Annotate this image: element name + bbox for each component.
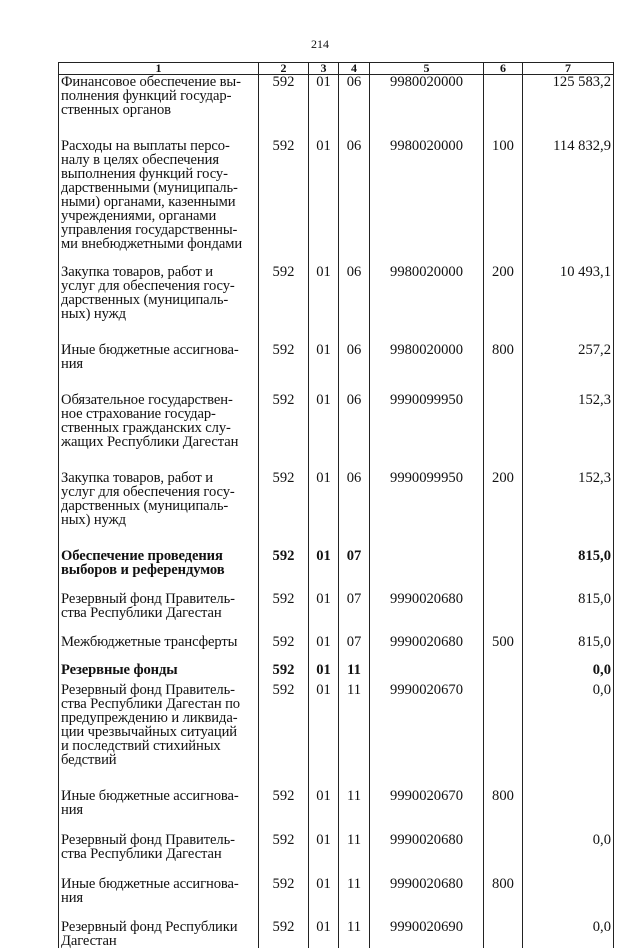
spacer-cell (484, 905, 523, 920)
cell-amount: 0,0 (523, 833, 614, 861)
cell-code: 592 (259, 663, 309, 677)
table-row (59, 877, 614, 905)
spacer-cell (59, 767, 259, 789)
spacer-cell (259, 371, 309, 393)
budget-table (58, 62, 614, 948)
row-spacer (59, 861, 614, 877)
spacer-cell (259, 620, 309, 635)
cell-section: 01 (309, 663, 339, 677)
spacer-cell (370, 767, 484, 789)
cell-code: 592 (259, 833, 309, 861)
cell-article: 9990020680 (370, 833, 484, 861)
spacer-cell (259, 649, 309, 663)
spacer-cell (339, 449, 370, 471)
spacer-cell (484, 117, 523, 139)
cell-amount: 815,0 (523, 549, 614, 577)
spacer-cell (259, 527, 309, 549)
spacer-cell (259, 861, 309, 877)
cell-article: 9990099950 (370, 393, 484, 449)
spacer-cell (339, 117, 370, 139)
spacer-cell (370, 371, 484, 393)
cell-section: 01 (309, 635, 339, 649)
spacer-cell (484, 577, 523, 592)
spacer-cell (370, 117, 484, 139)
cell-article: 9990020670 (370, 789, 484, 817)
row-spacer (59, 577, 614, 592)
cell-name: Резервный фонд Правитель- ства Республики Дагестан (59, 833, 259, 861)
cell-name: Обязательное государствен- ное страхование государ- ственных гражданских слу- жащих Республики Дагестан (59, 393, 259, 449)
cell-code: 592 (259, 789, 309, 817)
cell-name: Закупка товаров, работ и услуг для обеспечения госу- дарственных (муниципаль- ных) нужд (59, 265, 259, 321)
cell-expense-type (484, 683, 523, 767)
table-row (59, 663, 614, 677)
spacer-cell (370, 251, 484, 265)
column-header-4: 4 (339, 63, 370, 75)
cell-amount: 0,0 (523, 683, 614, 767)
cell-article: 9990020680 (370, 877, 484, 905)
cell-section: 01 (309, 920, 339, 948)
spacer-cell (484, 817, 523, 833)
spacer-cell (484, 861, 523, 877)
cell-name: Резервный фонд Правитель- ства Республики Дагестан по предупреждению и ликвида- ции чрезвычайных ситуаций и последствий стихийных бедствий (59, 683, 259, 767)
table-row (59, 683, 614, 767)
column-header-7: 7 (523, 63, 614, 75)
spacer-cell (339, 321, 370, 343)
spacer-cell (59, 117, 259, 139)
header-row (59, 63, 614, 75)
cell-subsection: 06 (339, 471, 370, 527)
table-row (59, 549, 614, 577)
cell-section: 01 (309, 139, 339, 251)
spacer-cell (309, 117, 339, 139)
cell-code: 592 (259, 75, 309, 118)
cell-code: 592 (259, 471, 309, 527)
cell-code: 592 (259, 635, 309, 649)
spacer-cell (59, 861, 259, 877)
cell-amount: 152,3 (523, 393, 614, 449)
spacer-cell (523, 321, 614, 343)
cell-section: 01 (309, 877, 339, 905)
spacer-cell (59, 527, 259, 549)
spacer-cell (309, 817, 339, 833)
cell-expense-type (484, 592, 523, 620)
spacer-cell (309, 620, 339, 635)
spacer-cell (484, 527, 523, 549)
cell-article: 9980020000 (370, 139, 484, 251)
cell-subsection: 11 (339, 789, 370, 817)
spacer-cell (370, 905, 484, 920)
spacer-cell (339, 767, 370, 789)
spacer-cell (523, 817, 614, 833)
table-row (59, 635, 614, 649)
spacer-cell (59, 620, 259, 635)
spacer-cell (339, 577, 370, 592)
spacer-cell (59, 649, 259, 663)
cell-section: 01 (309, 471, 339, 527)
cell-amount: 257,2 (523, 343, 614, 371)
cell-article: 9990020690 (370, 920, 484, 948)
cell-expense-type (484, 393, 523, 449)
cell-expense-type: 800 (484, 877, 523, 905)
table-row (59, 265, 614, 321)
spacer-cell (309, 527, 339, 549)
row-spacer (59, 649, 614, 663)
cell-name: Иные бюджетные ассигнова- ния (59, 789, 259, 817)
cell-section: 01 (309, 789, 339, 817)
spacer-cell (484, 449, 523, 471)
spacer-cell (59, 577, 259, 592)
spacer-cell (484, 767, 523, 789)
spacer-cell (59, 905, 259, 920)
table-row (59, 343, 614, 371)
spacer-cell (523, 767, 614, 789)
cell-amount: 152,3 (523, 471, 614, 527)
spacer-cell (309, 321, 339, 343)
cell-amount: 125 583,2 (523, 75, 614, 118)
row-spacer (59, 620, 614, 635)
table-header (59, 63, 614, 75)
table-row (59, 789, 614, 817)
spacer-cell (370, 449, 484, 471)
cell-amount: 10 493,1 (523, 265, 614, 321)
spacer-cell (370, 527, 484, 549)
spacer-cell (523, 620, 614, 635)
cell-section: 01 (309, 833, 339, 861)
spacer-cell (339, 861, 370, 877)
spacer-cell (523, 905, 614, 920)
column-header-5: 5 (370, 63, 484, 75)
cell-subsection: 07 (339, 549, 370, 577)
cell-name: Иные бюджетные ассигнова- ния (59, 343, 259, 371)
cell-code: 592 (259, 592, 309, 620)
cell-name: Межбюджетные трансферты (59, 635, 259, 649)
row-spacer (59, 767, 614, 789)
spacer-cell (484, 371, 523, 393)
cell-article: 9980020000 (370, 75, 484, 118)
cell-subsection: 06 (339, 393, 370, 449)
cell-amount: 815,0 (523, 592, 614, 620)
spacer-cell (259, 767, 309, 789)
spacer-cell (339, 371, 370, 393)
cell-expense-type (484, 549, 523, 577)
cell-name: Резервный фонд Правитель- ства Республики Дагестан (59, 592, 259, 620)
row-spacer (59, 321, 614, 343)
spacer-cell (309, 251, 339, 265)
spacer-cell (259, 117, 309, 139)
cell-expense-type: 800 (484, 343, 523, 371)
cell-code: 592 (259, 920, 309, 948)
cell-expense-type: 500 (484, 635, 523, 649)
cell-expense-type: 100 (484, 139, 523, 251)
cell-article: 9990020680 (370, 635, 484, 649)
spacer-cell (309, 649, 339, 663)
cell-article: 9990099950 (370, 471, 484, 527)
cell-amount (523, 877, 614, 905)
cell-subsection: 11 (339, 663, 370, 677)
spacer-cell (309, 371, 339, 393)
row-spacer (59, 905, 614, 920)
table-row (59, 393, 614, 449)
cell-subsection: 07 (339, 592, 370, 620)
cell-expense-type (484, 920, 523, 948)
cell-section: 01 (309, 683, 339, 767)
cell-amount: 0,0 (523, 663, 614, 677)
cell-amount (523, 789, 614, 817)
cell-code: 592 (259, 393, 309, 449)
table-row (59, 471, 614, 527)
spacer-cell (523, 449, 614, 471)
spacer-cell (484, 251, 523, 265)
spacer-cell (259, 449, 309, 471)
cell-expense-type: 200 (484, 471, 523, 527)
cell-subsection: 06 (339, 75, 370, 118)
cell-subsection: 11 (339, 877, 370, 905)
table-row (59, 75, 614, 118)
table-body (59, 75, 614, 949)
cell-article: 9980020000 (370, 343, 484, 371)
spacer-cell (339, 817, 370, 833)
cell-subsection: 11 (339, 920, 370, 948)
cell-article: 9980020000 (370, 265, 484, 321)
cell-section: 01 (309, 75, 339, 118)
cell-name: Расходы на выплаты персо- налу в целях обеспечения выполнения функций госу- дарственными (муниципаль- ными) органами, казенными учреждениями, органами управления государственны- ми внебюджетными фондами (59, 139, 259, 251)
cell-name: Обеспечение проведения выборов и референдумов (59, 549, 259, 577)
spacer-cell (523, 371, 614, 393)
row-spacer (59, 371, 614, 393)
page-number: 214 (311, 37, 329, 51)
cell-name: Резервный фонд Республики Дагестан (59, 920, 259, 948)
spacer-cell (484, 620, 523, 635)
table-row (59, 139, 614, 251)
cell-section: 01 (309, 549, 339, 577)
cell-expense-type: 800 (484, 789, 523, 817)
spacer-cell (370, 321, 484, 343)
cell-section: 01 (309, 343, 339, 371)
cell-expense-type (484, 663, 523, 677)
cell-subsection: 11 (339, 683, 370, 767)
spacer-cell (523, 577, 614, 592)
cell-amount: 815,0 (523, 635, 614, 649)
column-header-3: 3 (309, 63, 339, 75)
spacer-cell (370, 861, 484, 877)
cell-expense-type (484, 833, 523, 861)
cell-expense-type: 200 (484, 265, 523, 321)
spacer-cell (339, 649, 370, 663)
cell-section: 01 (309, 592, 339, 620)
cell-name: Иные бюджетные ассигнова- ния (59, 877, 259, 905)
spacer-cell (59, 321, 259, 343)
cell-subsection: 06 (339, 139, 370, 251)
cell-section: 01 (309, 393, 339, 449)
spacer-cell (370, 817, 484, 833)
spacer-cell (259, 905, 309, 920)
cell-article (370, 549, 484, 577)
spacer-cell (523, 649, 614, 663)
cell-subsection: 06 (339, 265, 370, 321)
spacer-cell (484, 649, 523, 663)
row-spacer (59, 117, 614, 139)
cell-code: 592 (259, 343, 309, 371)
cell-article (370, 663, 484, 677)
column-header-6: 6 (484, 63, 523, 75)
cell-code: 592 (259, 549, 309, 577)
cell-subsection: 11 (339, 833, 370, 861)
spacer-cell (259, 251, 309, 265)
table-row (59, 833, 614, 861)
spacer-cell (309, 449, 339, 471)
cell-code: 592 (259, 877, 309, 905)
row-spacer (59, 527, 614, 549)
spacer-cell (259, 577, 309, 592)
spacer-cell (309, 767, 339, 789)
table-row (59, 592, 614, 620)
row-spacer (59, 251, 614, 265)
spacer-cell (59, 817, 259, 833)
spacer-cell (309, 861, 339, 877)
cell-article: 9990020670 (370, 683, 484, 767)
spacer-cell (59, 251, 259, 265)
cell-section: 01 (309, 265, 339, 321)
cell-name: Закупка товаров, работ и услуг для обеспечения госу- дарственных (муниципаль- ных) нужд (59, 471, 259, 527)
spacer-cell (339, 251, 370, 265)
cell-amount: 0,0 (523, 920, 614, 948)
cell-expense-type (484, 75, 523, 118)
spacer-cell (59, 371, 259, 393)
cell-name: Финансовое обеспечение вы- полнения функций государ- ственных органов (59, 75, 259, 118)
spacer-cell (484, 321, 523, 343)
cell-name: Резервные фонды (59, 663, 259, 677)
spacer-cell (523, 251, 614, 265)
cell-article: 9990020680 (370, 592, 484, 620)
spacer-cell (59, 449, 259, 471)
row-spacer (59, 817, 614, 833)
spacer-cell (259, 817, 309, 833)
spacer-cell (309, 577, 339, 592)
spacer-cell (370, 620, 484, 635)
spacer-cell (339, 527, 370, 549)
cell-code: 592 (259, 683, 309, 767)
cell-code: 592 (259, 139, 309, 251)
spacer-cell (370, 577, 484, 592)
cell-subsection: 06 (339, 343, 370, 371)
table-row (59, 920, 614, 948)
spacer-cell (523, 527, 614, 549)
spacer-cell (370, 649, 484, 663)
column-header-1: 1 (59, 63, 259, 75)
column-header-2: 2 (259, 63, 309, 75)
spacer-cell (523, 861, 614, 877)
spacer-cell (259, 321, 309, 343)
cell-amount: 114 832,9 (523, 139, 614, 251)
spacer-cell (309, 905, 339, 920)
spacer-cell (523, 117, 614, 139)
cell-code: 592 (259, 265, 309, 321)
cell-subsection: 07 (339, 635, 370, 649)
row-spacer (59, 449, 614, 471)
spacer-cell (339, 905, 370, 920)
spacer-cell (339, 620, 370, 635)
